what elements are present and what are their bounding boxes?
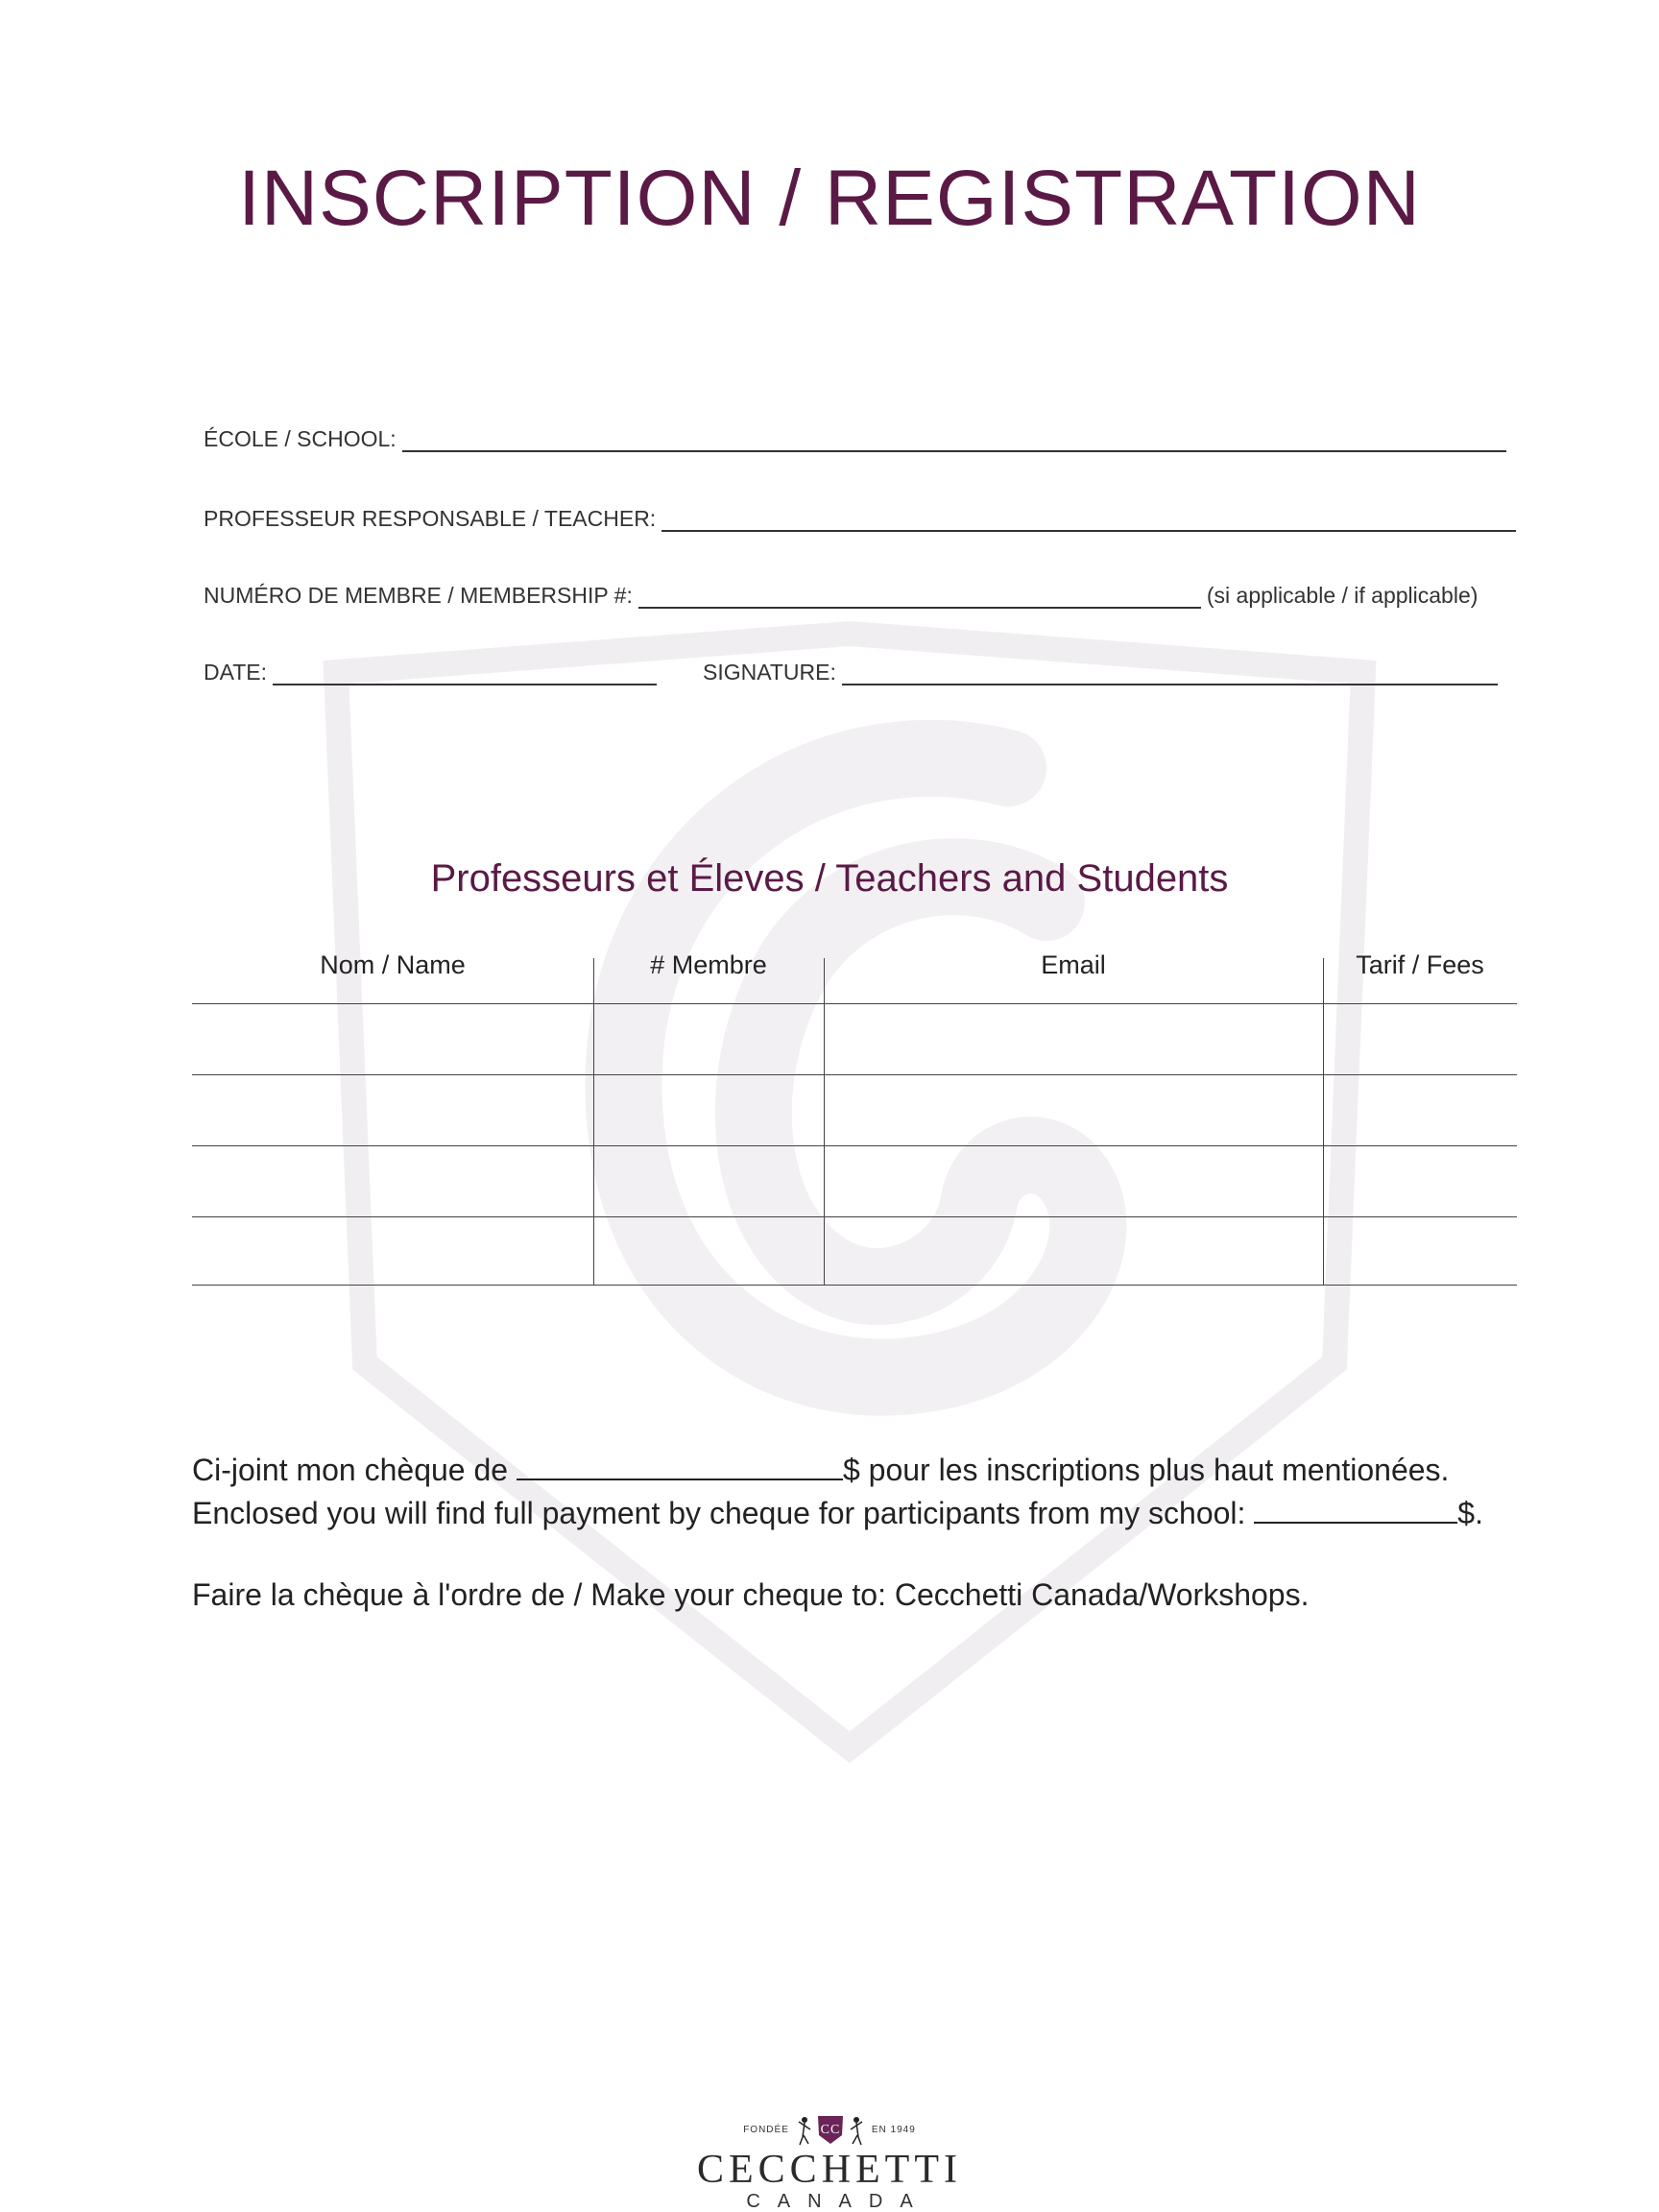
payment-line-fr — [192, 1450, 1449, 1488]
membership-input-line[interactable] — [638, 584, 1201, 609]
column-header-email: Email — [1041, 950, 1106, 979]
page-title: INSCRIPTION / REGISTRATION — [238, 155, 1421, 242]
school-input-line[interactable] — [402, 427, 1506, 452]
teacher-input-line[interactable] — [661, 507, 1516, 532]
school-label: ÉCOLE / SCHOOL: — [204, 426, 397, 451]
school-field — [204, 426, 1506, 452]
payment-en-suffix: $. — [1457, 1496, 1483, 1530]
payment-en-amount-line[interactable] — [1254, 1493, 1457, 1524]
payable-to-text: Faire la chèque à l'ordre de / Make your cheque to: Cecchetti Canada/Workshops. — [192, 1577, 1310, 1612]
teacher-field — [204, 506, 1516, 532]
table-column-divider — [1323, 958, 1324, 1285]
table-column-divider — [593, 958, 594, 1285]
logo-founded-left: FONDÉE — [743, 2124, 789, 2135]
payment-fr-suffix: $ pour les inscriptions plus haut mentionées. — [842, 1453, 1450, 1487]
logo-founded-right: EN 1949 — [871, 2124, 916, 2135]
date-input-line[interactable] — [273, 661, 657, 685]
table-row-rule — [192, 1145, 1517, 1146]
column-header-fees: Tarif / Fees — [1356, 950, 1484, 979]
payment-en-prefix: Enclosed you will find full payment by cheque for participants from my school: — [192, 1496, 1246, 1530]
logo-country: CANADA — [746, 2191, 930, 2212]
date-field — [204, 660, 657, 685]
membership-note: (si applicable / if applicable) — [1206, 583, 1479, 608]
svg-text:CC: CC — [820, 2123, 841, 2137]
membership-label: NUMÉRO DE MEMBRE / MEMBERSHIP #: — [204, 583, 633, 608]
cecchetti-logo — [685, 2112, 974, 2212]
logo-founded-row — [685, 2112, 974, 2147]
table-header-rule — [192, 1003, 1517, 1004]
signature-field — [703, 660, 1498, 685]
payment-line-en — [192, 1493, 1483, 1531]
column-header-member: # Membre — [650, 950, 767, 979]
column-header-name: Nom / Name — [320, 950, 466, 979]
signature-label: SIGNATURE: — [703, 660, 836, 685]
table-column-divider — [824, 958, 825, 1285]
signature-input-line[interactable] — [842, 661, 1498, 685]
dancers-crest-icon — [797, 2112, 864, 2147]
date-label: DATE: — [204, 660, 268, 685]
teacher-label: PROFESSEUR RESPONSABLE / TEACHER: — [204, 506, 657, 531]
logo-name: CECCHETTI — [697, 2148, 962, 2192]
table-bottom-rule — [192, 1285, 1517, 1286]
payment-fr-amount-line[interactable] — [517, 1450, 843, 1480]
membership-field — [204, 583, 1478, 609]
table-title: Professeurs et Éleves / Teachers and Students — [430, 857, 1229, 900]
table-row-rule — [192, 1074, 1517, 1075]
payment-fr-prefix: Ci-joint mon chèque de — [192, 1453, 509, 1487]
table-row-rule — [192, 1216, 1517, 1217]
